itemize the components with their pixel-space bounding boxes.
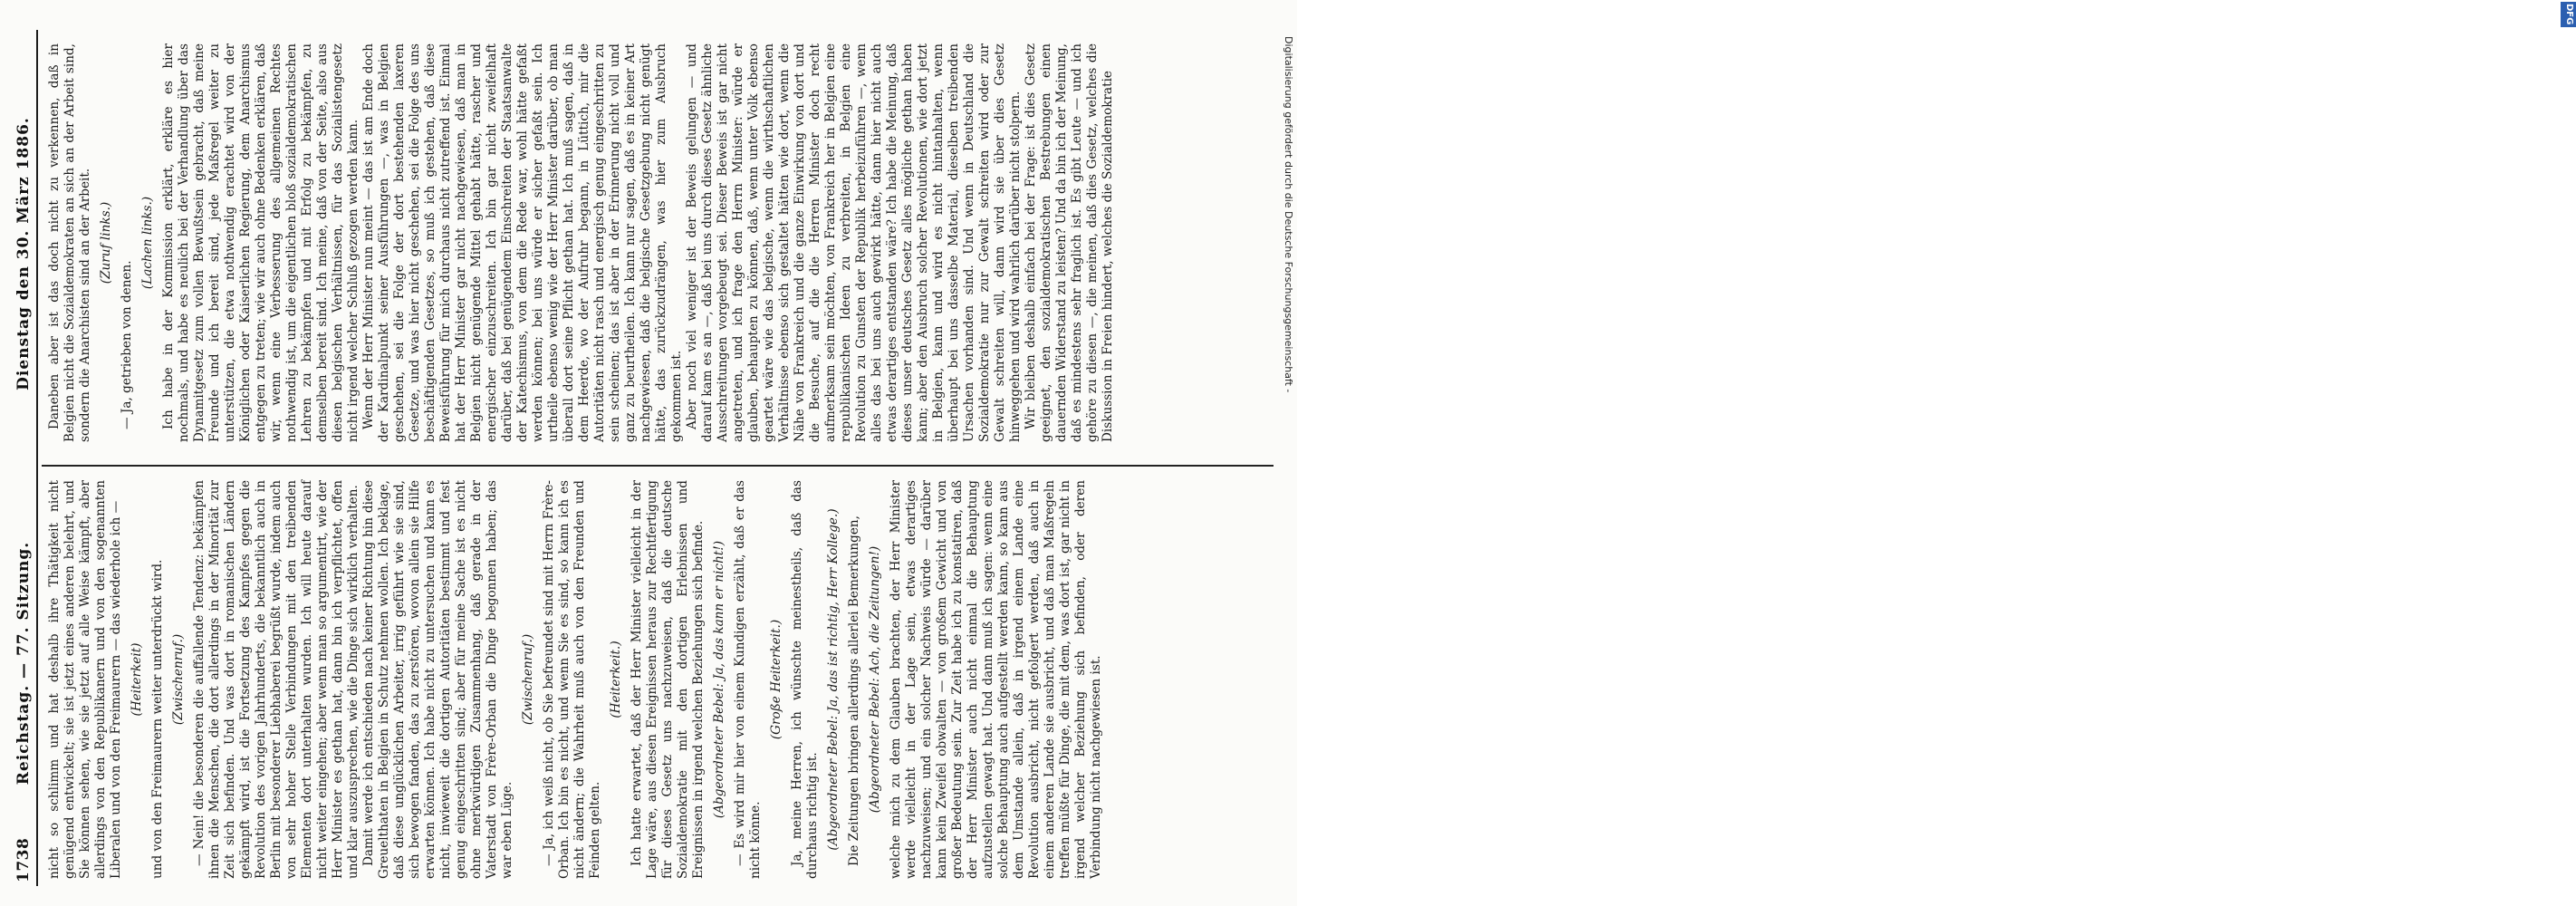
paragraph: Wenn der Herr Minister nun meint — das ist am Ende doch der Kardinalpunkt seiner Ausführungen —, was in Belgien geschehen, sei die Folge der dort bestehenden laxeren Gesetze, und was hier nicht geschehen, sei die Folge des uns beschäftigenden Gesetzes, so muß ich gestehen, daß diese Beweisführung für mich durchaus nicht zutreffend ist. Einmal hat der Herr Minister gar nicht nachgewiesen, daß man in Belgien nicht genügende Mittel gehabt hätte, rascher und energischer einzuschreiten. Ich bin gar nicht zweifelhaft darüber, daß bei genügendem Einschreiten der Staatsanwalte der Katechismus, von dem die Rede war, wohl hätte gefaßt werden können; bei uns würde er sicher gefaßt sein. Ich urtheile ebenso wenig wie der Herr Minister darüber, ob man überall dort seine Pflicht gethan hat. Ich muß sagen, daß in dem Heerde, wo der Aufruhr begann, in Lüttich, mir die Autoritäten nicht rasch und energisch genug eingeschritten zu sein scheinen; das ist aber in der Erinnerung nicht voll und ganz zu beurtheilen. Ich kann nur sagen, daß es in keiner Art nachgewiesen, daß die belgische Gesetzgebung nicht genügt hätte, das zurückzudrängen, was hier zum Ausbruch gekommen ist.: [361, 43, 684, 442]
interjection: (Heiterkeit): [130, 642, 144, 717]
credit-text: Digitalisierung gefördert durch die Deutsche Forschungsgemeinschaft -: [1283, 36, 1294, 393]
dfg-logo-text: DFG: [2564, 4, 2574, 25]
interjection: (Lachen links.): [140, 196, 155, 290]
paragraph: Damit werde ich entschieden nach keiner Richtung hin diese Greuelthaten in Belgien in Schutz nehmen wollen. Ich beklage, daß diese unglücklichen Arbeiter, irrig geführt wie sie sind, sich bewogen fanden, das zu zerstören, wovon allein sie Hilfe erwarten können. Ich habe nicht zu untersuchen und kann es nicht, inwieweit die dortigen Autoritäten bestimmt und fest genug eingeschritten sind; aber für meine Sache ist es nicht ohne merkwürdigen Zusammenhang, daß gerade in der Vaterstadt von Frère-Orban die Dinge begonnen haben; das war eben Lüge.: [361, 480, 514, 879]
credit-line: [1283, 36, 1297, 852]
paragraph: — Ja, ich weiß nicht, ob Sie befreundet sind mit Herrn Frère-Orban. Ich bin es nicht, und wenn Sie es sind, so kann ich es nicht ändern; die Wahrheit muß auch von den Freunden und Feinden gelten.: [542, 480, 602, 879]
paragraph: Aber noch viel weniger ist der Beweis gelungen — und darauf kam es an —, daß bei uns durch dieses Gesetz ähnliche Ausschreitungen vorgebeugt sei. Dieser Beweis ist gar nicht angetreten, und ich frage den Herrn Minister: würde er glauben, behaupten zu können, daß, wenn unter Volk ebenso geartet wäre wie das belgische, wenn die wirthschaftlichen Verhältnisse ebenso sich gestaltet hätten wie dort, wenn die Nähe von Frankreich und die ganze Einwirkung von dort und die Besuche, auf die die Herren Minister doch recht aufmerksam sein möchten, von Frankreich her in Belgien eine republikanischen Ideen zu verbreiten, in Belgien eine Revolution zu Gunsten der Republik herbeizuführen —, wenn alles das bei uns auch gewirkt hätte, dann hier nicht auch etwas derartiges entstanden wäre? Ich habe die Meinung, daß dieses unser deutsches Gesetz alles mögliche gethan haben kann; aber den Ausbruch solcher Revolutionen, wie dort jetzt in Belgien, kann und wird es nicht hintanhalten, wenn überhaupt bei uns dasselbe Material, dieselben treibenden Ursachen vorhanden sind. Und wenn in Deutschland die Sozialdemokratie nur zur Gewalt schreiten wird oder zur Gewalt schreiten will, dann wird sie über dies Gesetz hinweggehen und wird wahrlich darüber nicht stolpern.: [685, 43, 1023, 442]
interjection: (Heiterkeit.): [609, 641, 623, 718]
right-column: [47, 43, 1279, 442]
left-column: [47, 480, 1279, 879]
date-heading: Dienstag den 30. März 1886.: [14, 117, 33, 390]
interjection: (Zwischenruf.): [521, 633, 535, 726]
interjection: (Zwischenruf.): [171, 633, 186, 726]
session-heading: Reichstag. — 77. Sitzung.: [14, 541, 33, 786]
running-header: [9, 0, 40, 906]
digitization-credit: [1281, 0, 2574, 906]
dfg-logo: [2561, 2, 2576, 27]
interjection: (Zuruf links.): [99, 201, 113, 284]
paragraph: Wir bleiben deshalb einfach bei der Frage: ist dies Gesetz geeignet, den sozialdemokratischen Bestrebungen einen dauernden Widerstand zu leisten? Und da bin ich der Meinung, daß es mindestens sehr fraglich ist. Es gibt Leute — und ich gehöre zu diesen —, die meinen, daß dies Gesetz, welches die Diskussion in Freien hindert, welches die Sozialdemokratie: [1024, 43, 1115, 442]
paragraph: Ich habe in der Kommission erklärt, erkläre es hier nochmals, und habe es neulich bei der Verhandlung über das Dynamitgesetz zum vollen Bewußtsein gebracht, daß meine Freunde und ich bereit sind, jede Maßregel weiter zu unterstützen, die etwa nothwendig erachtet wird von der Königlichen oder Kaiserlichen Regierung, dem Anarchismus entgegen zu treten; wie wir auch ohne Bedenken erklären, daß wir, wenn eine Verbesserung des allgemeinen Rechtes nothwendig ist, um die eigentlichen bloß sozialdemokratischen Lehren zu bekämpfen und mit Erfolg zu bekämpfen, zu demselben bereit sind. Ich meine, daß von der Seite, also aus diesen belgischen Verhältnissen, für das Sozialistengesetz nicht irgend welcher Schluß gezogen werden kann.: [161, 43, 360, 442]
paragraph: nicht so schlimm und hat deshalb ihre Thätigkeit nicht genügend entwickelt; sie ist jetzt eines anderen belehrt, und Sie können sehen, wie sie jetzt auf alle Weise kämpft, aber allerdings von den Republikanern und von den sogenannten Liberalen und von den Freimaurern — das wiederhole ich —: [47, 480, 123, 879]
page-number: 1738: [14, 837, 33, 882]
paragraph: Daneben aber ist das doch nicht zu verkennen, daß in Belgien nicht die Sozialdemokraten an sich an der Arbeit sind, sondern die Anarchisten sind an der Arbeit.: [47, 43, 92, 442]
paragraph: Ja, meine Herren, ich wünschte meinestheils, daß das durchaus richtig ist.: [790, 480, 820, 879]
interjection: (Abgeordneter Bebel: Ach, die Zeitungen!): [868, 545, 882, 814]
interjection: (Abgeordneter Bebel: Ja, das kann er nicht!): [712, 540, 726, 819]
paragraph: und von den Freimaurern weiter unterdrückt wird.: [150, 559, 165, 879]
paragraph: — Ja, getrieben von denen.: [120, 260, 134, 429]
paragraph: — Nein! die besonderen die auffallende Tendenz: bekämpfen ihnen die Menschen, die dort allerdings in der Minorität zur Zeit sich befinden. Und was dort in romanischen Ländern gekämpft wird, ist die Fortsetzung des Kampfes gegen die Revolution des vorigen Jahrhunderts, die bekanntlich auch in Berlin mit besonderer Liebhaberei begrüßt wurde, indem auch von sehr hoher Stelle Verbindungen mit den treibenden Elementen dort unterhalten wurden. Ich will heute darauf nicht weiter eingehen; aber wenn man so argumentirt, wie der Herr Minister es gethan hat, dann bin ich verpflichtet, offen und klar auszusprechen, wie die Dinge sich wirklich verhalten.: [192, 480, 360, 879]
paragraph: Die Zeitungen bringen allerdings allerlei Bemerkungen,: [847, 516, 861, 866]
paragraph: welche mich zu dem Glauben brachten, der Herr Minister werde vielleicht in der Lage sein, etwas derartiges nachzuweisen; und ein solcher Nachweis würde — darüber kann kein Zweifel obwalten — von großem Gewicht und von großer Bedeutung sein. Zur Zeit habe ich zu konstatiren, daß der Herr Minister auch nicht einmal die Behauptung aufzustellen gewagt hat. Und dann muß ich sagen: wenn eine solche Behauptung auch aufgestellt werden kann, so kann aus dem Umstande allein, daß in irgend einem Lande eine Revolution ausbricht, nicht gefolgert werden, daß auch in einem anderen Lande sie ausbricht, und daß man Maßregeln treffen müßte für Dinge, die mit dem, was dort ist, gar nicht in irgend welcher Beziehung sich befinden, oder deren Verbindung nicht nachgewiesen ist.: [889, 480, 1103, 879]
paragraph: Ich hatte erwartet, daß der Herr Minister vielleicht in der Lage wäre, aus diesen Ereignissen heraus zur Rechtfertigung für dieses Gesetz uns nachzuweisen, daß die deutsche Sozialdemokratie mit den dortigen Erlebnissen und Ereignissen in irgend welchen Beziehungen sich befinde.: [630, 480, 706, 879]
interjection: (Große Heiterkeit.): [769, 619, 783, 740]
paragraph: — Es wird mir hier von einem Kundigen erzählt, daß er das nicht könne.: [733, 480, 763, 879]
header-rule: [36, 30, 38, 886]
column-divider: [42, 466, 1274, 467]
interjection: (Abgeordneter Bebel: Ja, das ist richtig, Herr Kollege.): [826, 508, 841, 851]
